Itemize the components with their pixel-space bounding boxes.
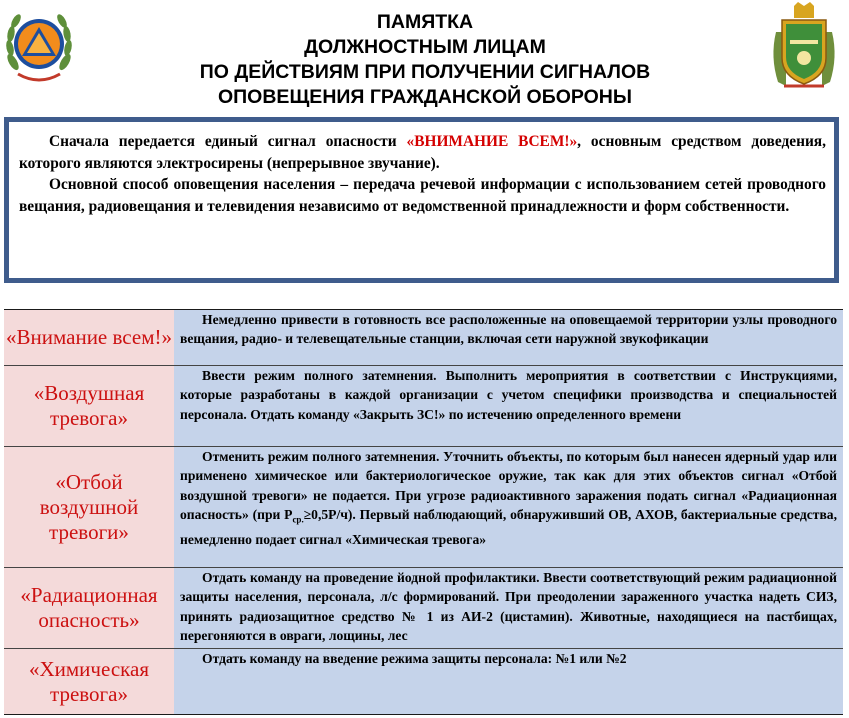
- action-text: Отдать команду на проведение йодной профилактики. Ввести соответствующий режим радиационной защиты населения, персонала, л/с формирований. При преодолении зараженного участка надеть СИЗ, принять радиозащитное средство № 1 из АИ-2 (цистамин). Животные, находящиеся на пастбищах, перегоняются в овраги, лощины, лес: [180, 570, 837, 644]
- intro-paragraph: [19, 131, 826, 174]
- signal-row: [4, 310, 843, 365]
- regional-coat-of-arms-icon: [768, 2, 840, 92]
- page-title: [100, 10, 750, 110]
- signal-action: [174, 447, 843, 567]
- signal-action: [174, 366, 843, 446]
- title-line: ОПОВЕЩЕНИЯ ГРАЖДАНСКОЙ ОБОРОНЫ: [218, 86, 632, 108]
- signal-row: [4, 365, 843, 446]
- signal-name: «Химическая тревога»: [4, 649, 174, 714]
- civil-defense-emblem-icon: [4, 4, 74, 88]
- signal-action: [174, 568, 843, 648]
- intro-text: , основным средством доведения, которого являются электросирены (непрерывное звучание).: [19, 133, 826, 172]
- title-line: ПАМЯТКА: [376, 11, 474, 33]
- intro-text: Сначала передается единый сигнал опасности: [49, 133, 407, 150]
- signals-table: [4, 309, 843, 715]
- intro-box: [4, 117, 839, 283]
- signal-row: [4, 567, 843, 648]
- action-text: [180, 447, 837, 550]
- action-text: Ввести режим полного затемнения. Выполнить мероприятия в соответствии с Инструкциями, которые разработаны в каждой организации с учетом специфики производства и специальностей персонала. Отдать команду «Закрыть ЗС!» по истечению определенного времени: [180, 368, 837, 422]
- action-text-part: Отменить режим полного затемнения. Уточнить объекты, по которым был нанесен ядерный удар или применено химическое или бактериологическое оружие, так как для этих объектов сигнал «Отбой воздушной тревоги» не подается. При угрозе радиоактивного заражения подать сигнал «Радиационная опасность» (при Р: [180, 449, 837, 523]
- signal-name: «Воздушная тревога»: [4, 366, 174, 446]
- signal-row: [4, 648, 843, 714]
- signal-name: «Отбой воздушной тревоги»: [4, 447, 174, 567]
- action-text-part: ≥0,5Р/ч). Первый наблюдающий, обнаруживший ОВ, АХОВ, бактериальные средства, немедленно подает сигнал «Химическая тревога»: [180, 507, 837, 548]
- action-subscript: ср.: [292, 514, 304, 525]
- signal-name: «Радиационная опасность»: [4, 568, 174, 648]
- signal-name: «Внимание всем!»: [4, 310, 174, 365]
- signal-action: [174, 649, 843, 714]
- signal-row: [4, 446, 843, 567]
- title-line: ДОЛЖНОСТНЫМ ЛИЦАМ: [304, 36, 546, 58]
- action-text: Отдать команду на введение режима защиты персонала: №1 или №2: [202, 651, 627, 666]
- intro-paragraph: Основной способ оповещения населения – передача речевой информации с использованием сетей проводного вещания, радиовещания и телевидения независимо от ведомственной принадлежности и форм собственности.: [19, 176, 826, 215]
- title-line: ПО ДЕЙСТВИЯМ ПРИ ПОЛУЧЕНИИ СИГНАЛОВ: [199, 61, 651, 83]
- action-text: Немедленно привести в готовность все расположенные на оповещаемой территории узлы проводного вещания, радио- и телевещательные станции, включая сети наружной звукофикации: [180, 312, 837, 347]
- signal-action: [174, 310, 843, 365]
- signal-highlight: «ВНИМАНИЕ ВСЕМ!»: [406, 133, 578, 150]
